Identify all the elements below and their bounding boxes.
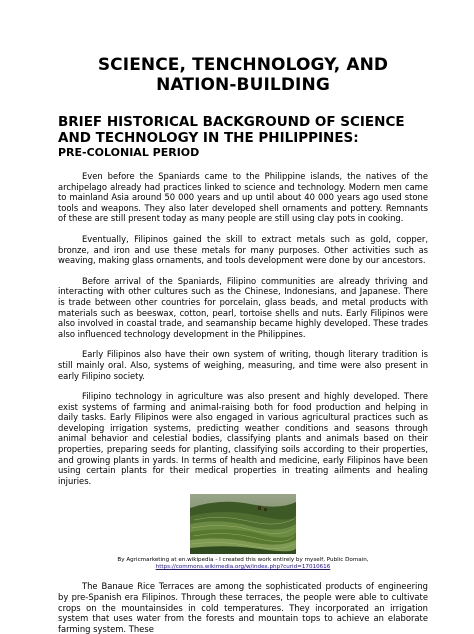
- rice-terraces-photo: [190, 494, 296, 554]
- section-heading: BRIEF HISTORICAL BACKGROUND OF SCIENCE AND TECHNOLOGY IN THE PHILIPPINES:: [58, 114, 405, 146]
- paragraph-3: Before arrival of the Spaniards, Filipino communities are already thriving and interacting with other cultures such as the Chinese, Indonesians, and Japanese. There is trade between other countries for porcelain, glass beads, and metal products with materials such as beeswax, cotton, pearl, tortoise shells and nuts. Early Filipinos were also involved in coastal trade, and seamanship became highly developed. These trades also influenced technology development in the Philippines.: [58, 275, 428, 339]
- document-title: SCIENCE, TENCHNOLOGY, AND NATION-BUILDING: [97, 55, 389, 95]
- paragraph-2: Eventually, Filipinos gained the skill to extract metals such as gold, copper, bronze, and iron and use these metals for many purposes. Other activities such as weaving, making glass ornaments, and tools development were done by our ancestors.: [58, 233, 428, 266]
- caption-link[interactable]: https://commons.wikimedia.org/w/index.php?curid=17010616: [155, 564, 331, 571]
- paragraph-closing: The Banaue Rice Terraces are among the sophisticated products of engineering by pre-Spanish era Filipinos. Through these terraces, the people were able to cultivate crops on the mountainsides in cold temperatures. They incorporated an irrigation system that uses water from the forests and mountain tops to achieve an elaborate farming system. These: [58, 581, 428, 634]
- figure-rice-terraces: [58, 494, 428, 571]
- paragraph-5: Filipino technology in agriculture was also present and highly developed. There exist systems of farming and animal-raising both for food production and helping in daily tasks. Early Filipinos were also engaged in various agricultural practices such as developing irrigation systems, predicting weather conditions and seasons through animal behavior and celestial bodies, classifying plants and animals based on their properties, preparing seeds for planting, classifying soils according to their properties, and growing plants in yards. In terms of health and medicine, early Filipinos have been using certain plants for their medical properties in treating ailments and healing injuries.: [58, 391, 428, 486]
- sub-heading: PRE-COLONIAL PERIOD: [58, 146, 200, 159]
- paragraph-4: Early Filipinos also have their own system of writing, though literary tradition is still mainly oral. Also, systems of weighing, measuring, and time were also present in early Filipino society.: [58, 349, 428, 381]
- paragraph-1: Even before the Spaniards came to the Philippine islands, the natives of the archipelago already had practices linked to science and technology. Modern men came to mainland Asia around 50 000 years and up until about 40 000 years ago used stone tools and weapons. They also later developed shell ornaments and pottery. Remnants of these are still present today as many people are still using clay pots in cooking.: [58, 171, 428, 224]
- caption-text: By Agricmarketing at en.wikipedia - I created this work entirely by myself, Public Domain,: [117, 557, 369, 564]
- figure-caption: [58, 557, 428, 571]
